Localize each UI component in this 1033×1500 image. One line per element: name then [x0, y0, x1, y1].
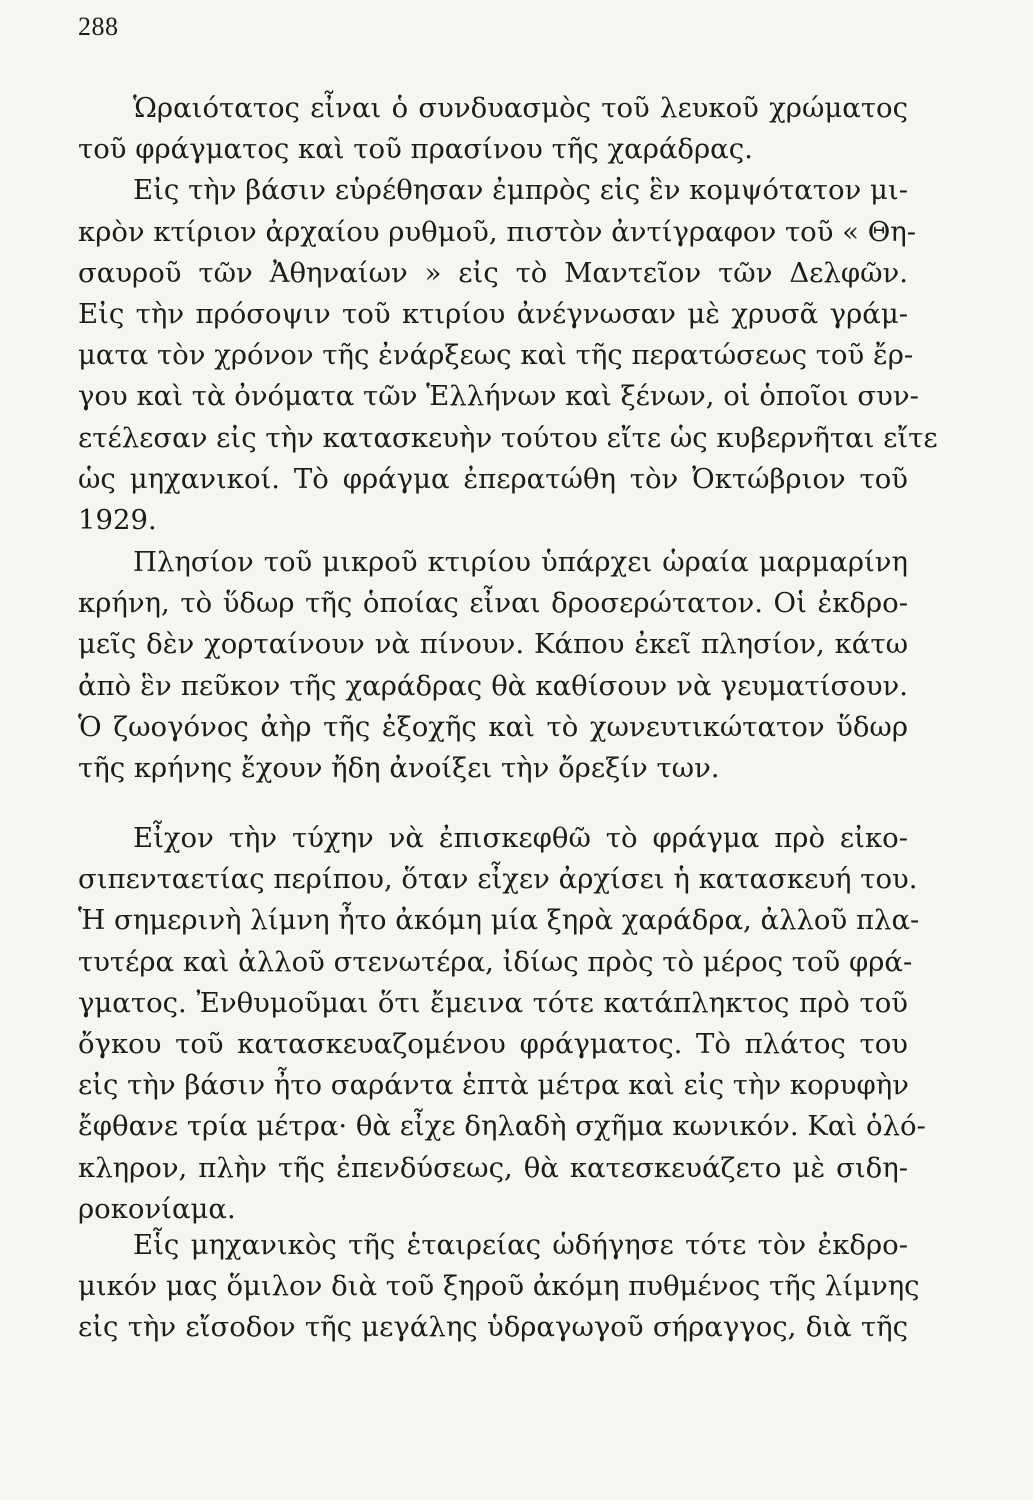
text-line: τοῦ φράγματος καὶ τοῦ πρασίνου τῆς χαράδρας. — [78, 133, 753, 166]
paragraph — [78, 818, 926, 1230]
text-line: Εἰς τὴν βάσιν εὑρέθησαν ἐμπρὸς εἰς ἓν κομψότατον μι- — [133, 174, 908, 207]
text-line: Εἰς τὴν πρόσοψιν τοῦ κτιρίου ἀνέγνωσαν μὲ χρυσᾶ γράμ- — [78, 297, 908, 330]
text-line: ματα τὸν χρόνον τῆς ἐνάρξεως καὶ τῆς περατώσεως τοῦ ἔρ- — [78, 339, 914, 372]
text-line: ὡς μηχανικοί. Τὸ φράγμα ἐπερατώθη τὸν Ὀκτώβριον τοῦ — [78, 462, 908, 495]
text-line: Πλησίον τοῦ μικροῦ κτιρίου ὑπάρχει ὡραία μαρμαρίνη — [133, 546, 908, 578]
text-line: ἀπὸ ἓν πεῦκον τῆς χαράδρας θὰ καθίσουν νὰ γευματίσουν. — [78, 669, 908, 702]
paragraph — [78, 1225, 920, 1349]
text-line: Ὡραιότατος εἶναι ὁ συνδυασμὸς τοῦ λευκοῦ χρώματος — [133, 92, 908, 124]
text-line: ὄγκου τοῦ κατασκευαζομένου φράγματος. Τὸ πλάτος του — [78, 1027, 908, 1060]
text-line: γματος. Ἐνθυμοῦμαι ὅτι ἔμεινα τότε κατάπληκτος πρὸ τοῦ — [78, 986, 908, 1019]
text-line: γου καὶ τὰ ὀνόματα τῶν Ἑλλήνων καὶ ξένων, οἱ ὁποῖοι συν- — [78, 380, 919, 413]
text-line: Ἡ σημερινὴ λίμνη ἦτο ἀκόμη μία ξηρὰ χαράδρα, ἀλλοῦ πλα- — [78, 904, 920, 937]
text-line: μικόν μας ὅμιλον διὰ τοῦ ξηροῦ ἀκόμη πυθμένος τῆς λίμνης — [78, 1270, 920, 1303]
text-line: σαυροῦ τῶν Ἀθηναίων » εἰς τὸ Μαντεῖον τῶν Δελφῶν. — [78, 256, 908, 289]
text-line: ετέλεσαν εἰς τὴν κατασκευὴν τούτου εἴτε ὡς κυβερνῆται εἴτε — [78, 421, 938, 454]
text-line: ἔφθανε τρία μέτρα· θὰ εἶχε δηλαδὴ σχῆμα κωνικόν. Καὶ ὁλό- — [78, 1110, 926, 1143]
text-line: σιπενταετίας περίπου, ὅταν εἶχεν ἀρχίσει ἡ κατασκευή του. — [78, 863, 918, 896]
paragraph — [78, 88, 938, 541]
text-line: εἰς τὴν βάσιν ἦτο σαράντα ἑπτὰ μέτρα καὶ εἰς τὴν κορυφὴν — [78, 1069, 909, 1102]
text-line: Ὁ ζωογόνος ἀὴρ τῆς ἐξοχῆς καὶ τὸ χωνευτικώτατον ὕδωρ — [78, 710, 908, 743]
text-line: τῆς κρήνης ἔχουν ἤδη ἀνοίξει τὴν ὄρεξίν των. — [78, 751, 720, 784]
paragraph — [78, 542, 908, 789]
text-line: Εἷς μηχανικὸς τῆς ἑταιρείας ὡδήγησε τότε τὸν ἐκδρο- — [133, 1229, 908, 1261]
text-line: κληρον, πλὴν τῆς ἐπενδύσεως, θὰ κατεσκευάζετο μὲ σιδη- — [78, 1151, 908, 1184]
text-line: Εἶχον τὴν τύχην νὰ ἐπισκεφθῶ τὸ φράγμα πρὸ εἰκο- — [133, 822, 908, 854]
text-line: κρὸν κτίριον ἀρχαίου ρυθμοῦ, πιστὸν ἀντίγραφον τοῦ « Θη- — [78, 215, 917, 248]
text-line: κρήνη, τὸ ὕδωρ τῆς ὁποίας εἶναι δροσερώτατον. Οἱ ἐκδρο- — [78, 587, 908, 620]
page-number: 288 — [78, 12, 119, 41]
text-line: εἰς τὴν εἴσοδον τῆς μεγάλης ὑδραγωγοῦ σήραγγος, διὰ τῆς — [78, 1311, 908, 1344]
text-line: μεῖς δὲν χορταίνουν νὰ πίνουν. Κάπου ἐκεῖ πλησίον, κάτω — [78, 628, 908, 661]
text-line: ροκονίαμα. — [78, 1192, 236, 1225]
text-line: τυτέρα καὶ ἀλλοῦ στενωτέρα, ἰδίως πρὸς τὸ μέρος τοῦ φρά- — [78, 945, 913, 978]
text-line: 1929. — [78, 503, 157, 536]
